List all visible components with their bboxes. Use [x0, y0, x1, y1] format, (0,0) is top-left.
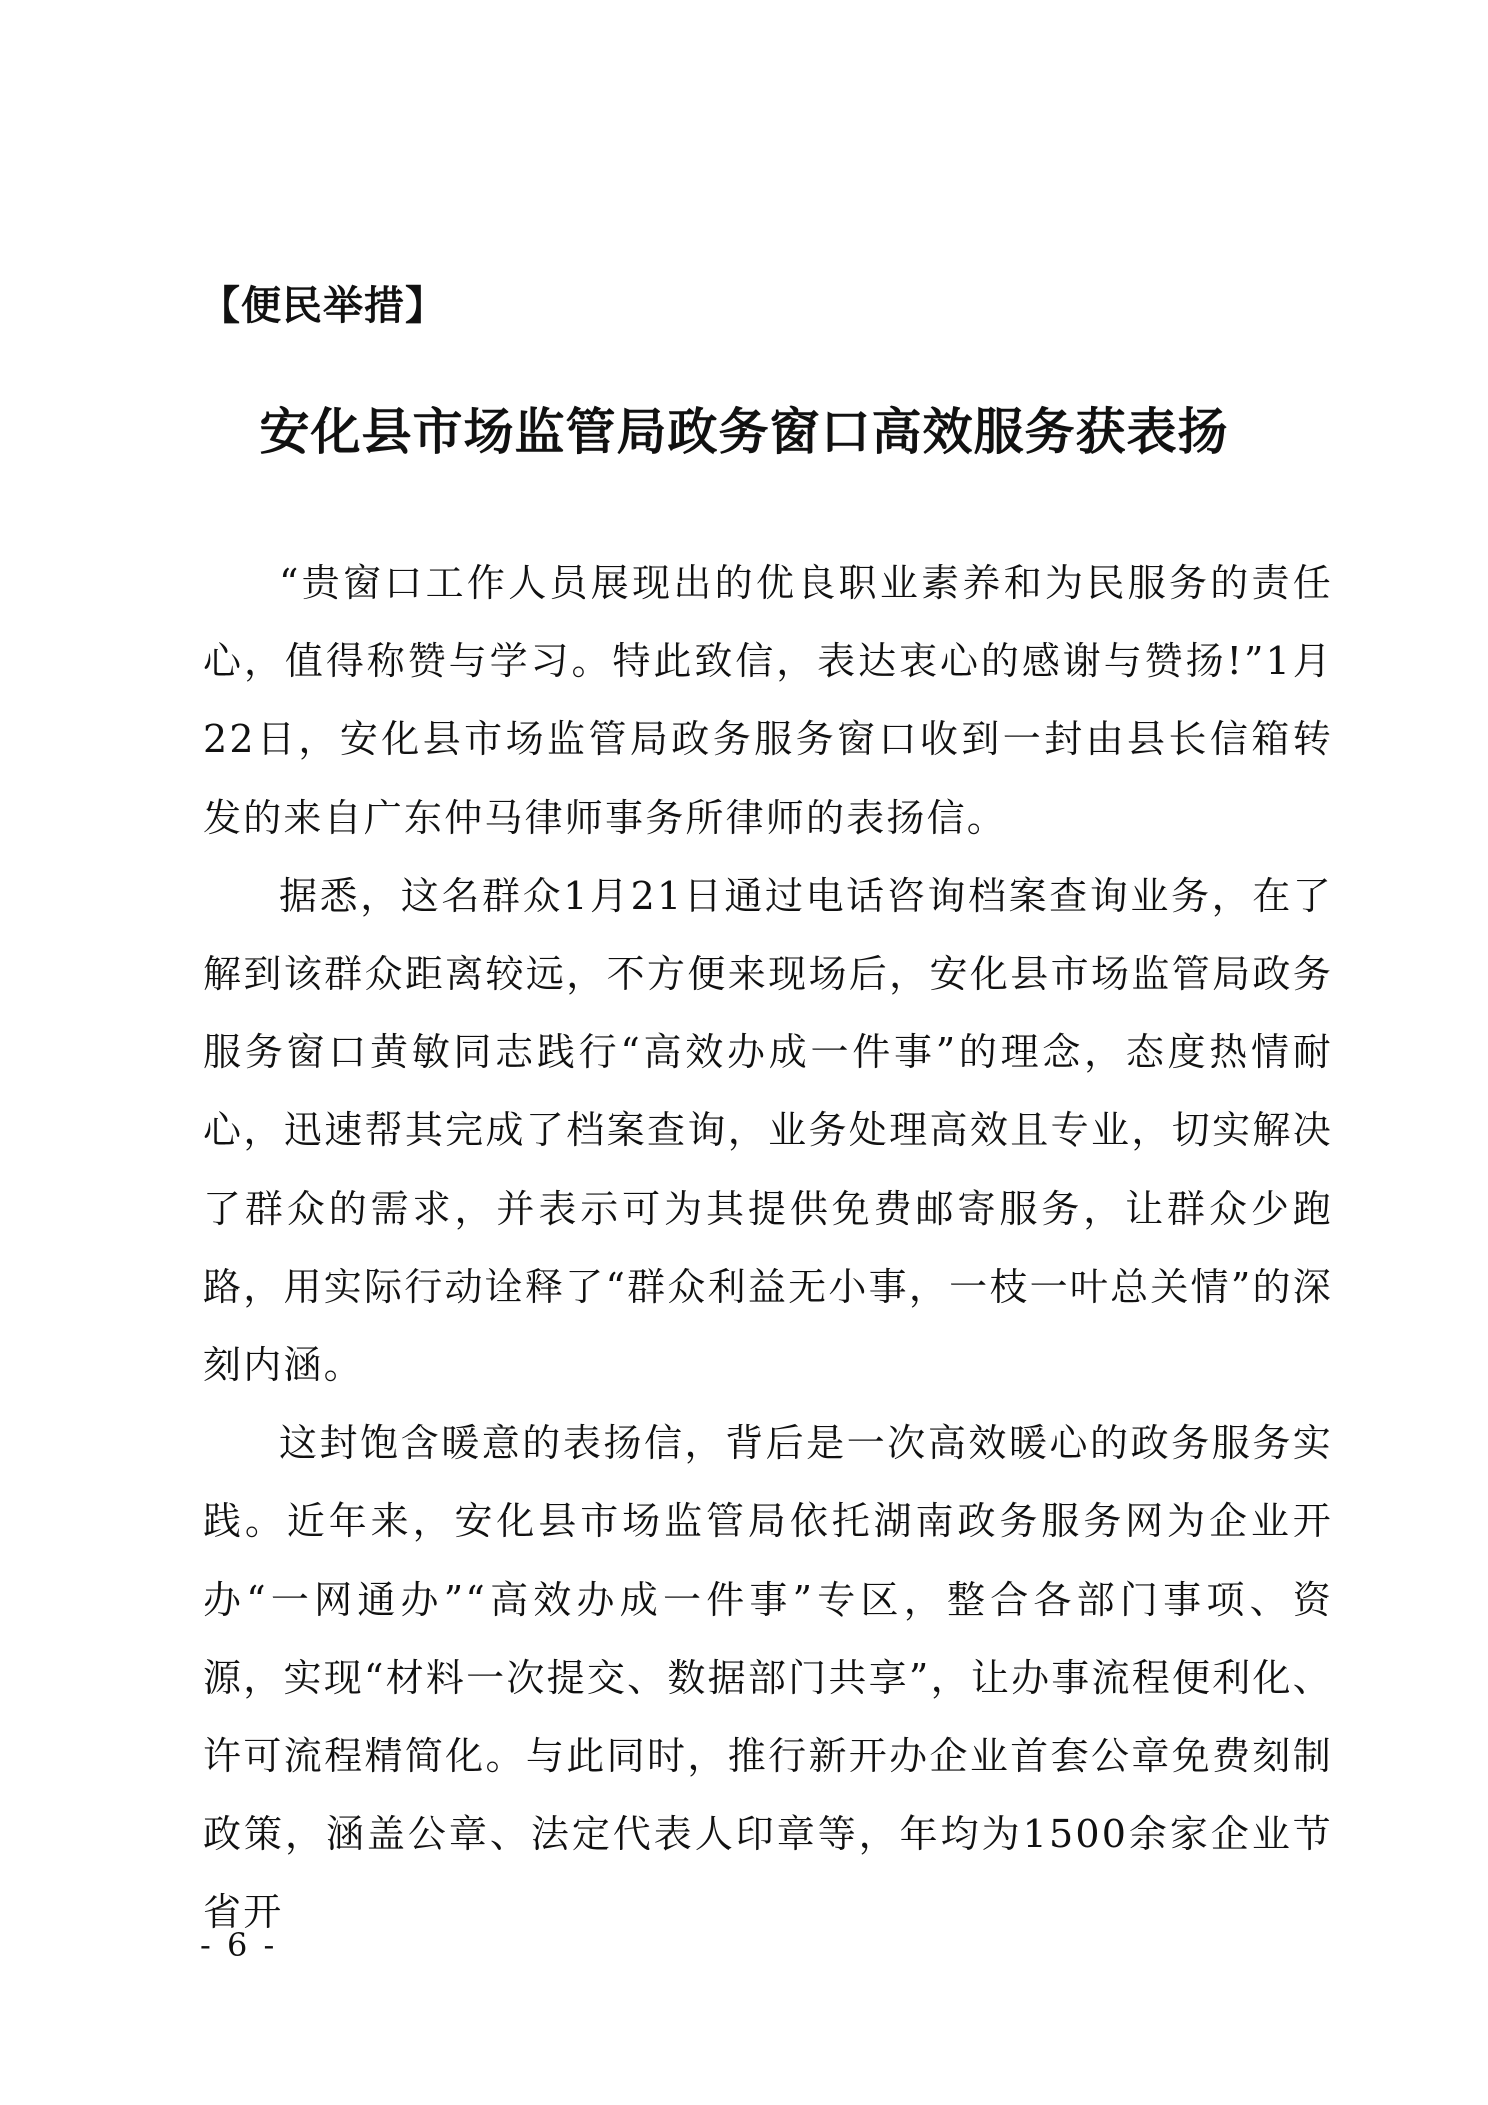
paragraph-1: “贵窗口工作人员展现出的优良职业素养和为民服务的责任心，值得称赞与学习。特此致信，表达衷心的感谢与赞扬!”1月22日，安化县市场监管局政务服务窗口收到一封由县长信箱转发的来自广东仲马律师事务所律师的表扬信。	[203, 561, 1333, 840]
page-number: - 6 -	[200, 1926, 278, 1964]
article-title: 安化县市场监管局政务窗口高效服务获表扬	[259, 403, 1229, 461]
article-body	[203, 544, 1333, 1952]
paragraph-2: 据悉，这名群众1月21日通过电话咨询档案查询业务，在了解到该群众距离较远，不方便来现场后，安化县市场监管局政务服务窗口黄敏同志践行“高效办成一件事”的理念，态度热情耐心，迅速帮其完成了档案查询，业务处理高效且专业，切实解决了群众的需求，并表示可为其提供免费邮寄服务，让群众少跑路，用实际行动诠释了“群众利益无小事，一枝一叶总关情”的深刻内涵。	[203, 873, 1333, 1388]
section-tag: 【便民举措】	[200, 283, 446, 329]
paragraph-3: 这封饱含暖意的表扬信，背后是一次高效暖心的政务服务实践。近年来，安化县市场监管局依托湖南政务服务网为企业开办“一网通办”“高效办成一件事”专区，整合各部门事项、资源，实现“材料一次提交、数据部门共享”，让办事流程便利化、许可流程精简化。与此同时，推行新开办企业首套公章免费刻制政策，涵盖公章、法定代表人印章等，年均为1500余家企业节省开	[203, 1421, 1334, 1935]
